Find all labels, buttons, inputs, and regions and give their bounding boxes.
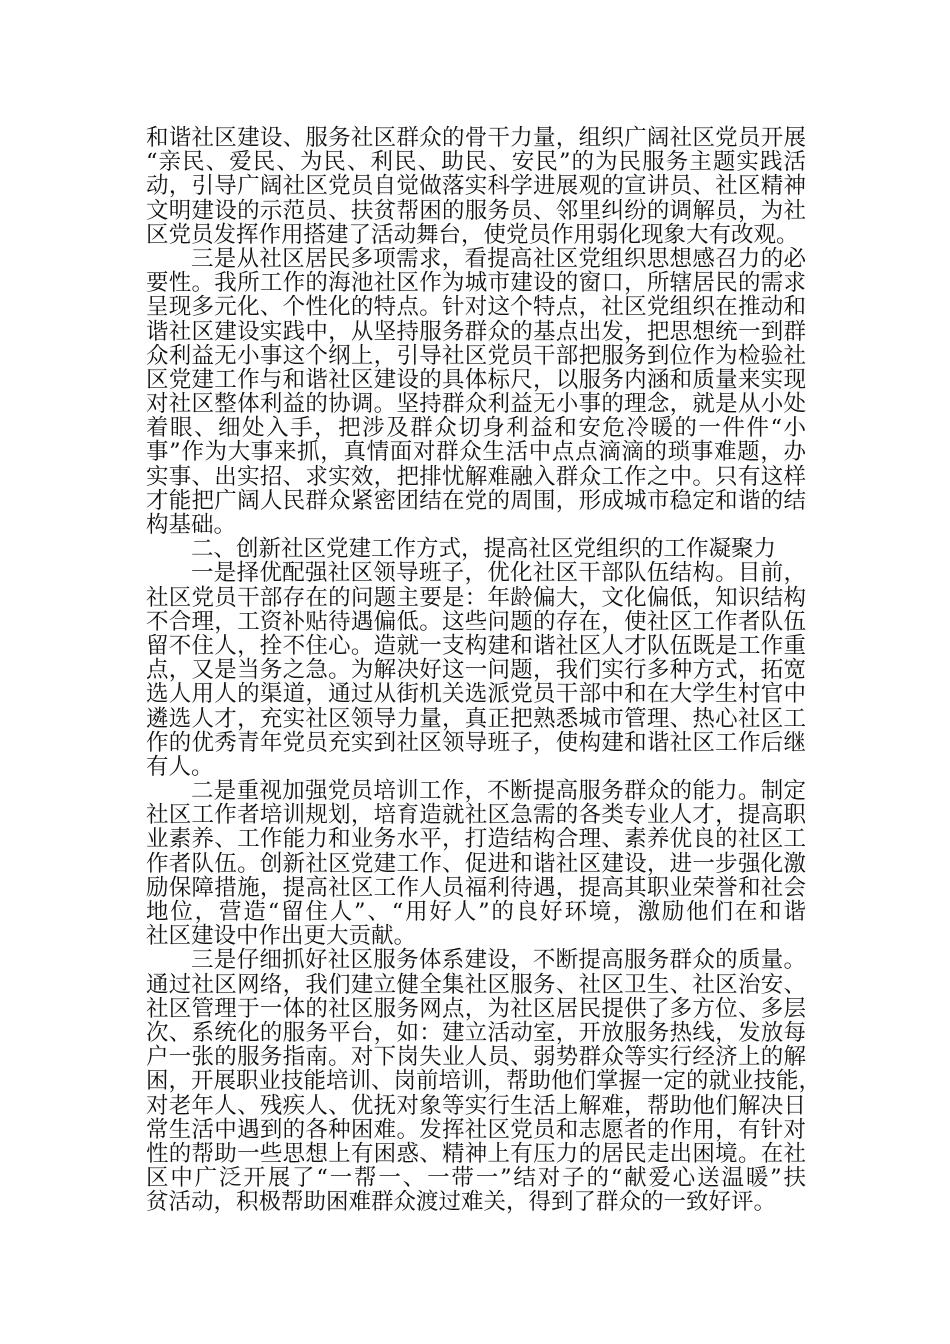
text-line: 常生活中遇到的各种困难。发挥社区党员和志愿者的作用，有针对	[146, 1116, 806, 1143]
text-line: 性的帮助一些思想上有困惑、精神上有压力的居民走出困境。在社	[146, 1140, 806, 1167]
paragraph-start-line: 三是从社区居民多项需求，看提高社区党组织思想感召力的必	[191, 245, 806, 272]
text-line: 遴选人才，充实社区领导力量，真正把熟悉城市管理、热心社区工	[146, 705, 806, 732]
text-line: 谐社区建设实践中，从坚持服务群众的基点出发，把思想统一到群	[146, 318, 806, 345]
text-line: 社区党员干部存在的问题主要是：年龄偏大，文化偏低，知识结构	[146, 584, 806, 611]
text-line: 才能把广阔人民群众紧密团结在党的周围，形成城市稳定和谐的结	[146, 487, 806, 514]
text-line: 文明建设的示范员、扶贫帮困的服务员、邻里纠纷的调解员，为社	[146, 197, 806, 224]
text-line: 地位，营造“留住人”、“用好人”的良好环境，激励他们在和谐	[146, 899, 806, 925]
text-line: 作者队伍。创新社区党建工作、促进和谐社区建设，进一步强化激	[146, 850, 806, 877]
text-line: 众利益无小事这个纲上，引导社区党员干部把服务到位作为检验社	[146, 342, 806, 369]
section-heading: 二、创新社区党建工作方式，提高社区党组织的工作凝聚力	[191, 536, 777, 563]
text-line: 困，开展职业技能培训、岗前培训，帮助他们掌握一定的就业技能，	[146, 1068, 822, 1095]
text-line: 户一张的服务指南。对下岗失业人员、弱势群众等实行经济上的解	[146, 1044, 806, 1071]
text-line: 区中广泛开展了“一帮一、一带一”结对子的“献爱心送温暖”扶	[146, 1165, 806, 1192]
text-line: 社区建设中作出更大贡献。	[146, 923, 417, 950]
text-line: 对社区整体利益的协调。坚持群众利益无小事的理念，就是从小处	[146, 391, 806, 418]
text-line: 不合理，工资补贴待遇偏低。这些问题的存在，使社区工作者队伍	[146, 608, 806, 635]
text-line: 要性。我所工作的海池社区作为城市建设的窗口，所辖居民的需求	[146, 270, 806, 297]
text-line: 实事、出实招、求实效，把排忧解难融入群众工作之中。只有这样	[146, 463, 806, 490]
text-line: 励保障措施，提高社区工作人员福利待遇，提高其职业荣誉和社会	[146, 874, 806, 901]
text-line: 着眼、细处入手，把涉及群众切身利益和安危冷暖的一件件“小	[146, 415, 806, 442]
text-line: 贫活动，积极帮助困难群众渡过难关，得到了群众的一致好评。	[146, 1189, 777, 1216]
text-line: 留不住人，拴不住心。造就一支构建和谐社区人才队伍既是工作重	[146, 632, 806, 659]
text-line: 区党建工作与和谐社区建设的具体标尺，以服务内涵和质量来实现	[146, 366, 806, 393]
body-text	[146, 125, 822, 1216]
text-line: 点，又是当务之急。为解决好这一问题，我们实行多种方式，拓宽	[146, 657, 806, 684]
paragraph-start-line: 一是择优配强社区领导班子，优化社区干部队伍结构。目前，	[191, 560, 806, 587]
text-line: 选人用人的渠道，通过从街机关选派党员干部中和在大学生村官中	[146, 681, 806, 708]
text-line: 作的优秀青年党员充实到社区领导班子，使构建和谐社区工作后继	[146, 729, 806, 756]
text-line: 动，引导广阔社区党员自觉做落实科学进展观的宣讲员、社区精神	[146, 173, 806, 200]
text-line: 呈现多元化、个性化的特点。针对这个特点，社区党组织在推动和	[146, 294, 806, 321]
paragraph-start-line: 三是仔细抓好社区服务体系建设，不断提高服务群众的质量。	[191, 947, 806, 974]
text-line: 通过社区网络，我们建立健全集社区服务、社区卫生、社区治安、	[146, 971, 806, 998]
text-line: 次、系统化的服务平台，如：建立活动室，开放服务热线，发放每	[146, 1019, 806, 1046]
text-line: 构基础。	[146, 512, 237, 538]
text-line: 有人。	[146, 753, 214, 780]
text-line: 区党员发挥作用搭建了活动舞台，使党员作用弱化现象大有改观。	[146, 221, 799, 248]
text-line: 社区管理于一体的社区服务网点，为社区居民提供了多方位、多层	[146, 995, 806, 1022]
text-line: 社区工作者培训规划，培育造就社区急需的各类专业人才，提高职	[146, 802, 806, 829]
text-line: “亲民、爱民、为民、利民、助民、安民”的为民服务主题实践活	[146, 149, 806, 176]
text-line: 和谐社区建设、服务社区群众的骨干力量，组织广阔社区党员开展	[146, 125, 806, 151]
text-line: 对老年人、残疾人、优抚对象等实行生活上解难，帮助他们解决日	[146, 1092, 806, 1119]
text-line: 事”作为大事来抓，真情面对群众生活中点点滴滴的琐事难题，办	[146, 439, 806, 466]
paragraph-start-line: 二是重视加强党员培训工作，不断提高服务群众的能力。制定	[191, 778, 806, 805]
text-line: 业素养、工作能力和业务水平，打造结构合理、素养优良的社区工	[146, 826, 806, 853]
